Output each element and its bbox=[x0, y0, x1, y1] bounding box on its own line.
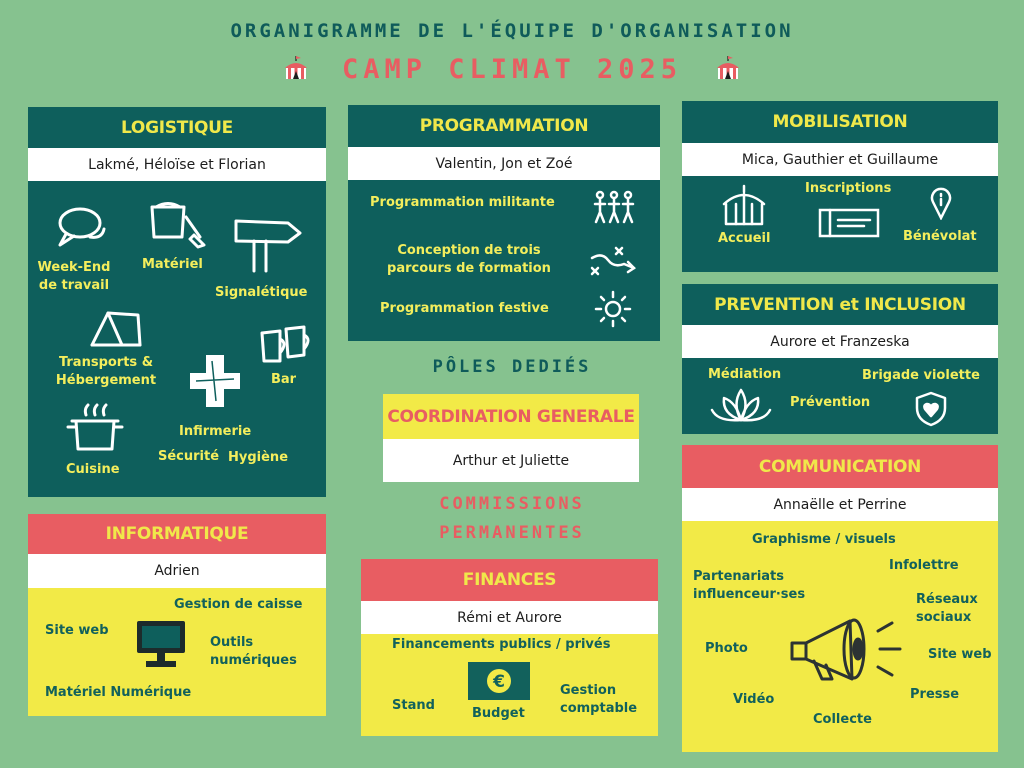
euro-banknote-icon bbox=[468, 662, 530, 700]
programmation-box bbox=[348, 105, 660, 341]
beer-mugs-icon bbox=[258, 321, 314, 365]
communication-box bbox=[682, 445, 998, 752]
subtitle-text: CAMP CLIMAT 2025 bbox=[341, 54, 683, 85]
prevention-title: PREVENTION et INCLUSION bbox=[682, 284, 998, 325]
prevention-body bbox=[682, 358, 998, 434]
logistique-item-signaletique: Signalétique bbox=[215, 285, 308, 300]
route-map-icon bbox=[588, 244, 638, 278]
finances-members: Rémi et Aurore bbox=[361, 601, 658, 634]
programmation-item-parcours: Conception de trois parcours de formation bbox=[387, 243, 551, 276]
informatique-item-outils: Outils numériques bbox=[210, 635, 297, 668]
speech-bubbles-icon bbox=[52, 203, 108, 249]
coordination-members: Arthur et Juliette bbox=[383, 439, 639, 482]
finances-item-gestion-comptable: Gestion comptable bbox=[560, 683, 638, 716]
mobilisation-item-benevolat: Bénévolat bbox=[903, 229, 977, 244]
programmation-item-festive: Programmation festive bbox=[380, 301, 549, 316]
commissions-label: COMMISSIONS PERMANENTES bbox=[439, 494, 585, 543]
ticket-icon bbox=[816, 206, 882, 240]
logistique-item-materiel: Matériel bbox=[142, 257, 203, 272]
logistique-title: LOGISTIQUE bbox=[28, 107, 326, 148]
programmation-body bbox=[348, 180, 660, 341]
lotus-icon bbox=[710, 386, 772, 426]
logistique-item-week-end: Week-End de travail bbox=[37, 260, 111, 293]
communication-title: COMMUNICATION bbox=[682, 445, 998, 488]
communication-item-reseaux: Réseaux sociaux bbox=[916, 592, 978, 625]
programmation-title: PROGRAMMATION bbox=[348, 105, 660, 147]
communication-item-collecte: Collecte bbox=[813, 712, 872, 727]
informatique-item-materiel-numerique: Matériel Numérique bbox=[45, 685, 192, 700]
poles-dedies-label: PÔLES DEDIÉS bbox=[432, 357, 592, 377]
finances-item-financements: Financements publics / privés bbox=[392, 637, 611, 652]
informatique-title: INFORMATIQUE bbox=[28, 514, 326, 554]
logistique-item-bar: Bar bbox=[271, 372, 297, 387]
medical-cross-icon bbox=[186, 351, 244, 411]
informatique-item-gestion-caisse: Gestion de caisse bbox=[174, 597, 303, 612]
prevention-item-brigade: Brigade violette bbox=[862, 368, 980, 383]
informatique-members: Adrien bbox=[28, 554, 326, 588]
mobilisation-members: Mica, Gauthier et Guillaume bbox=[682, 143, 998, 176]
logistique-members: Lakmé, Héloïse et Florian bbox=[28, 148, 326, 181]
paint-bucket-icon bbox=[146, 201, 208, 249]
communication-item-video: Vidéo bbox=[733, 692, 775, 707]
logistique-item-infirmerie: Infirmerie bbox=[179, 424, 252, 439]
cooking-pot-icon bbox=[64, 403, 126, 455]
chart-subtitle bbox=[0, 54, 1024, 85]
tent-icon bbox=[88, 307, 144, 351]
communication-body bbox=[682, 521, 998, 752]
communication-item-partenariats: Partenariats influenceur·ses bbox=[693, 569, 806, 602]
prevention-box bbox=[682, 284, 998, 434]
prevention-item-prevention: Prévention bbox=[790, 395, 871, 410]
logistique-item-transports: Transports & Hébergement bbox=[55, 355, 157, 388]
informatique-box bbox=[28, 514, 326, 716]
coordination-title: COORDINATION GENERALE bbox=[383, 394, 639, 439]
programmation-item-militante: Programmation militante bbox=[370, 195, 555, 210]
mobilisation-item-accueil: Accueil bbox=[718, 231, 771, 246]
logistique-box bbox=[28, 107, 326, 497]
chart-title: ORGANIGRAMME DE L'ÉQUIPE D'ORGANISATION bbox=[230, 20, 794, 42]
shield-heart-icon bbox=[914, 390, 948, 428]
finances-box bbox=[361, 559, 658, 736]
programmation-members: Valentin, Jon et Zoé bbox=[348, 147, 660, 180]
finances-title: FINANCES bbox=[361, 559, 658, 601]
informatique-item-site-web: Site web bbox=[45, 623, 109, 638]
mobilisation-item-inscriptions: Inscriptions bbox=[805, 181, 892, 196]
communication-item-infolettre: Infolettre bbox=[889, 558, 959, 573]
communication-item-presse: Presse bbox=[910, 687, 960, 702]
sun-icon bbox=[594, 290, 632, 328]
prevention-members: Aurore et Franzeska bbox=[682, 325, 998, 358]
finances-item-stand: Stand bbox=[392, 698, 435, 713]
circus-tent-icon bbox=[722, 184, 766, 226]
circus-tent-icon bbox=[283, 55, 309, 81]
mobilisation-title: MOBILISATION bbox=[682, 101, 998, 143]
prevention-item-mediation: Médiation bbox=[708, 367, 782, 382]
location-pin-icon bbox=[930, 186, 952, 220]
logistique-item-securite: Sécurité bbox=[158, 449, 220, 464]
informatique-body bbox=[28, 588, 326, 716]
coordination-box bbox=[383, 394, 639, 482]
mobilisation-box bbox=[682, 101, 998, 272]
signpost-icon bbox=[232, 215, 304, 273]
communication-item-graphisme: Graphisme / visuels bbox=[752, 532, 896, 547]
people-group-icon bbox=[592, 190, 636, 226]
computer-monitor-icon bbox=[134, 618, 188, 672]
communication-item-photo: Photo bbox=[705, 641, 748, 656]
logistique-body bbox=[28, 181, 326, 497]
communication-members: Annaëlle et Perrine bbox=[682, 488, 998, 521]
mobilisation-body bbox=[682, 176, 998, 272]
communication-item-site-web: Site web bbox=[928, 647, 992, 662]
svg-text:€: € bbox=[493, 672, 505, 692]
circus-tent-icon bbox=[715, 55, 741, 81]
finances-body bbox=[361, 634, 658, 736]
logistique-item-hygiene: Hygiène bbox=[228, 450, 289, 465]
megaphone-icon bbox=[788, 609, 912, 689]
finances-item-budget: Budget bbox=[472, 706, 525, 721]
logistique-item-cuisine: Cuisine bbox=[66, 462, 120, 477]
